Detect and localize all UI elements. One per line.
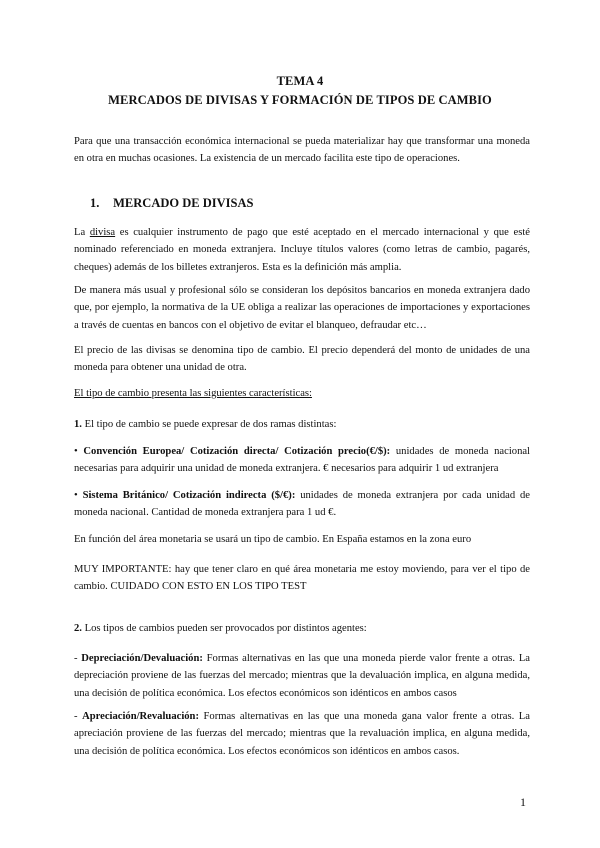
bullet-text: unidades de moneda extranjera por cada unidad de moneda nacional. Cantidad de moneda extranjera para 1 ud €.: [74, 490, 530, 519]
item-text: Formas alternativas en las que una moneda pierde valor frente a otras. La depreciación proviene de las fuerzas del mercado; mientras que la devaluación implica, en alguna medida, una decisión de política económica. Los efectos económicos son idénticos en ambos casos: [74, 653, 530, 699]
paragraph-area-monetaria: En función del área monetaria se usará un tipo de cambio. En España estamos en la zona euro: [74, 534, 472, 545]
item-apreciacion: [74, 708, 530, 760]
bullet-text: unidades de moneda nacional necesarias para adquirir una unidad de moneda extranjera. € necesarios para adquirir 1 ud extranjera: [74, 446, 531, 475]
paragraph-lead: La: [74, 227, 90, 238]
paragraph-caracteristicas: El tipo de cambio presenta las siguientes características:: [74, 388, 312, 399]
bullet-convencion-europea: [74, 443, 530, 478]
bullet-icon: •: [74, 446, 84, 457]
point-text: El tipo de cambio se puede expresar de dos ramas distintas:: [81, 419, 337, 430]
paragraph-depositos: De manera más usual y profesional sólo se consideran los depósitos bancarios en moneda extranjera dado que, por ejemplo, la normativa de la UE obliga a realizar las operaciones de importaciones y exportaciones a través de cuentas en bancos con el objetivo de evitar el blanqueo, defraudar etc…: [74, 285, 530, 331]
item-text: Formas alternativas en las que una moneda gana valor frente a otras. La apreciación proviene de las fuerzas del mercado; mientras que la revaluación implica, en alguna medida, una decisión de política económica. Los efectos económicos son idénticos en ambos casos.: [74, 711, 530, 757]
point-number: 1.: [74, 419, 82, 430]
item-depreciacion: [74, 650, 530, 702]
point-number: 2.: [74, 623, 82, 634]
intro-paragraph: Para que una transacción económica internacional se pueda materializar hay que transformar una moneda en otra en muchas ocasiones. La existencia de un mercado facilita este tipo de operaciones.: [74, 136, 530, 165]
section-heading: [90, 196, 253, 211]
paragraph-point-2: [74, 620, 530, 637]
section-number: 1.: [90, 196, 100, 210]
point-text: Los tipos de cambios pueden ser provocados por distintos agentes:: [81, 623, 367, 634]
paragraph-divisa: [74, 224, 530, 276]
tema-heading: TEMA 4: [276, 74, 324, 88]
item-term: Depreciación/Devaluación:: [81, 653, 203, 664]
item-dash: -: [74, 653, 82, 664]
bullet-term: Sistema Británico/ Cotización indirecta ($/€):: [82, 490, 296, 501]
bullet-term: Convención Europea/ Cotización directa/ Cotización precio(€/$):: [83, 446, 391, 457]
item-term: Apreciación/Revaluación:: [82, 711, 199, 722]
bullet-sistema-britanico: [74, 487, 530, 522]
bullet-icon: •: [74, 490, 83, 501]
page-number: 1: [520, 795, 526, 809]
paragraph-precio: El precio de las divisas se denomina tipo de cambio. El precio dependerá del monto de unidades de una moneda para obtener una unidad de otra.: [74, 345, 530, 374]
section-title: MERCADO DE DIVISAS: [113, 196, 254, 210]
paragraph-importante: MUY IMPORTANTE: hay que tener claro en qué área monetaria me estoy moviendo, para ver el tipo de cambio. CUIDADO CON ESTO EN LOS TIPO TEST: [74, 564, 530, 593]
paragraph-text: es cualquier instrumento de pago que esté aceptado en el mercado internacional y que esté nominado referenciado en moneda extranjera. Incluye títulos valores (como letras de cambio, pagarés, cheques) además de los billetes extranjeros. Esta es la definición más amplia.: [74, 227, 530, 273]
document-title: MERCADOS DE DIVISAS Y FORMACIÓN DE TIPOS DE CAMBIO: [108, 93, 492, 107]
paragraph-point-1: [74, 416, 530, 433]
item-dash: -: [74, 711, 83, 722]
term-divisa: divisa: [89, 227, 116, 238]
